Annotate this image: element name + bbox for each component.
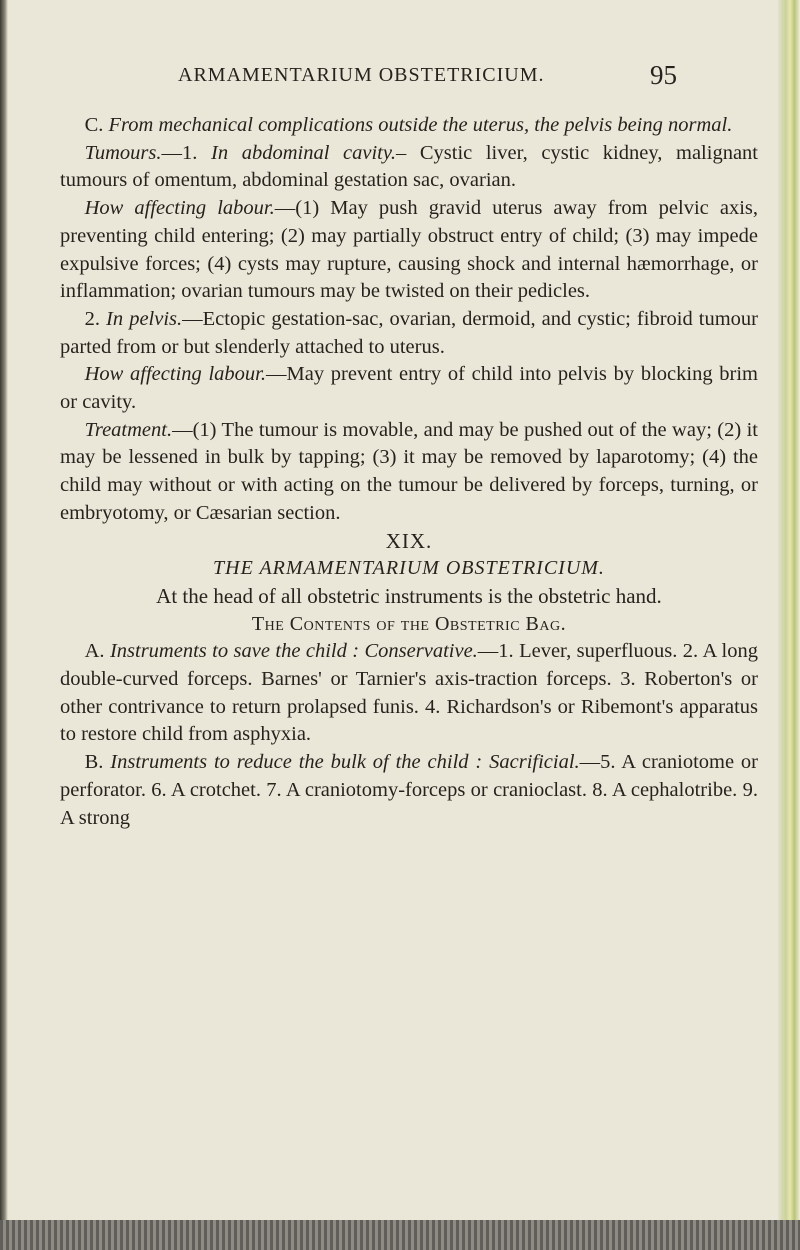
how-affecting-label-1: How affecting labour. <box>84 197 275 220</box>
section-c-heading <box>60 112 758 140</box>
section-b-sub: Sacrificial. <box>489 751 580 774</box>
treatment-label: Treatment. <box>84 418 173 441</box>
page-number: 95 <box>650 60 677 90</box>
scan-bottom-edge <box>0 1220 800 1250</box>
in-pelvis-text: —Ectopic gestation-sac, ovarian, dermoid, and cystic; fibroid tumour parted from or but slenderly attached to uterus. <box>60 307 759 358</box>
page-edge <box>778 0 800 1250</box>
treatment-text: —(1) The tumour is movable, and may be pushed out of the way; (2) it may be lessened in bulk by tapping; (3) it may be removed by laparotomy; (4) the child may without or with acting on the tumour be delivered by forceps, turning, or embryotomy, or Cæsarian section. <box>60 418 758 524</box>
in-pelvis-number: 2. <box>84 307 100 330</box>
running-title: ARMAMENTARIUM OBSTETRICIUM. <box>178 64 545 86</box>
section-a-label: A. <box>84 640 105 663</box>
how-affecting-text-1: —(1) May push gravid uterus away from pelvic axis, preventing child entering; (2) may partially obstruct entry of child; (3) may impede expulsive forces; (4) cysts may rupture, causing shock and internal hæmorrhage, or inflammation; ovarian tumours may be twisted on their pedicles. <box>60 197 759 303</box>
paragraph-in-pelvis <box>60 306 758 361</box>
section-a-heading: Instruments to save the child : <box>109 640 360 663</box>
section-a-sub: Conservative. <box>364 640 478 663</box>
section-b-text: —5. A craniotome or perforator. 6. A crotchet. 7. A craniotomy-forceps or cranioclast. 8. A cephalotribe. 9. A strong <box>60 751 759 829</box>
tumours-text: Cystic liver, cystic kidney, malignant tumours of omentum, abdominal gestation sac, ovarian. <box>60 141 758 192</box>
in-pelvis-label: In pelvis. <box>106 307 183 330</box>
paragraph-treatment <box>60 417 758 528</box>
page-body <box>60 112 758 832</box>
how-affecting-label-2: How affecting labour. <box>84 363 267 386</box>
paragraph-how-affecting-2 <box>60 361 758 416</box>
tumours-number: —1. <box>161 141 198 164</box>
section-c-label: C. <box>84 114 104 136</box>
section-a-text: —1. Lever, superfluous. 2. A long double-curved forceps. Barnes' or Tarnier's axis-traction forceps. 3. Roberton's or other contrivance to return prolapsed funis. 4. Richardson's or Ribemont's apparatus to restore child from asphyxia. <box>60 640 758 746</box>
how-affecting-text-2: —May prevent entry of child into pelvis by blocking brim or cavity. <box>60 363 758 414</box>
running-head <box>0 60 800 90</box>
paragraph-section-b <box>60 749 758 832</box>
paragraph-how-affecting-1 <box>60 195 758 306</box>
paragraph-section-a <box>60 638 758 749</box>
page-binding-shadow <box>0 0 8 1250</box>
chapter-title: THE ARMAMENTARIUM OBSTETRICIUM. <box>213 557 605 580</box>
paragraph-tumours <box>60 140 758 195</box>
section-b-heading: Instruments to reduce the bulk of the child : <box>110 751 483 774</box>
section-c-title: From mechanical complications outside the uterus, the pelvis being normal. <box>108 114 733 136</box>
bag-heading: The Contents of the Obstetric Bag. <box>251 612 567 635</box>
section-b-label: B. <box>84 751 104 774</box>
chapter-number: XIX. <box>385 528 433 553</box>
tumours-label: Tumours. <box>84 141 162 164</box>
chapter-lead: At the head of all obstetric instruments is the obstetric hand. <box>156 583 662 608</box>
abdominal-cavity-label: In abdominal cavity.– <box>211 141 407 164</box>
